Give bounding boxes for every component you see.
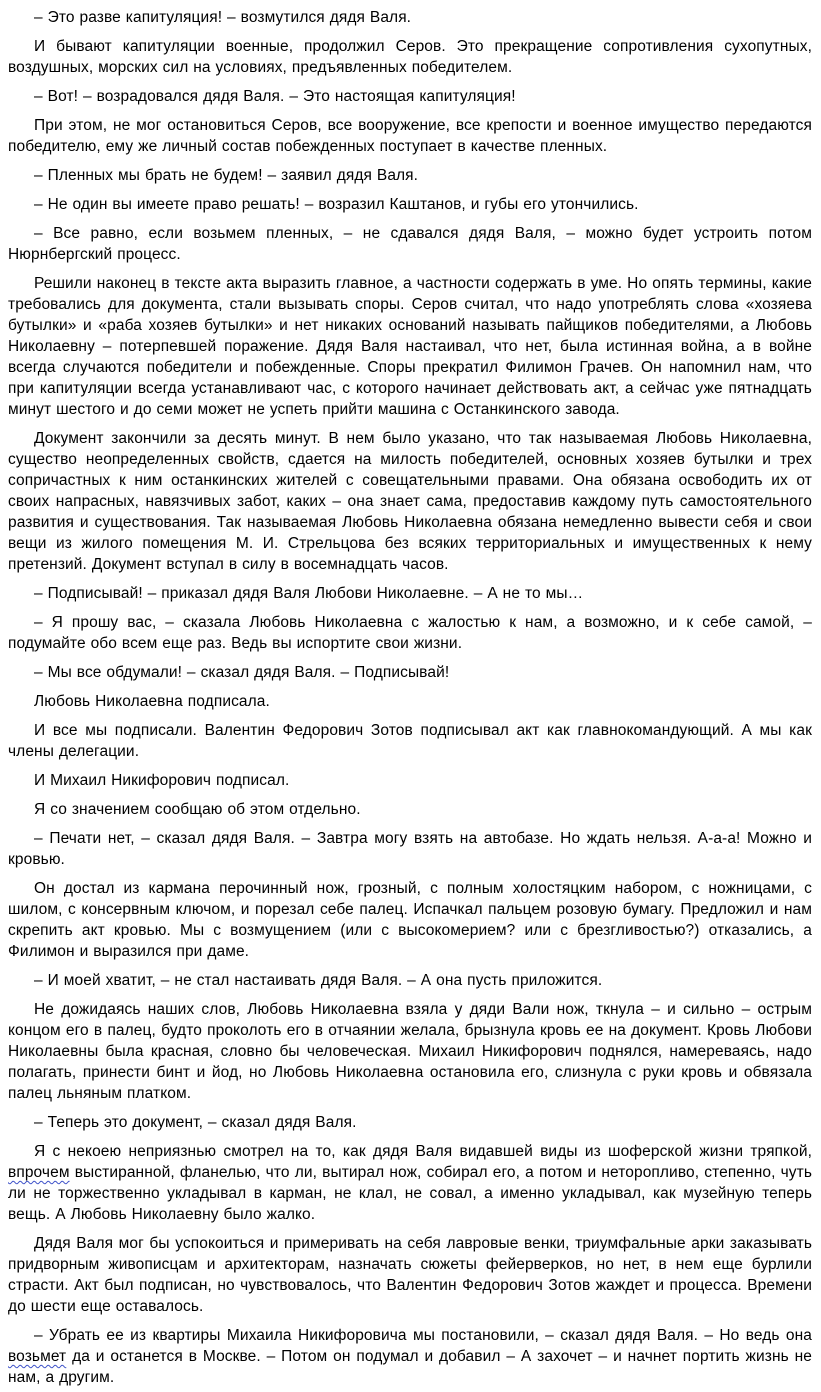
paragraph: – Все равно, если возьмем пленных, – не сдавался дядя Валя, – можно будет устроить потом Нюрнбергский процесс.: [8, 225, 812, 263]
misspelled-word: впрочем: [8, 1164, 70, 1181]
paragraph: Решили наконец в тексте акта выразить главное, а частности содержать в уме. Но опять термины, какие требовались для документа, стали вызывать споры. Серов считал, что надо употреблять слова «хозяева бутылки» и «раба хозяев бутылки» и нет никаких оснований называть пайщиков победителями, а Любовь Николаевну – потерпевшей поражение. Дядя Валя настаивал, что нет, была истинная война, а в войне всегда случаются победители и побежденные. Споры прекратил Филимон Грачев. Он напомнил нам, что при капитуляции всегда устанавливают час, с которого начинает действовать акт, а сейчас уже пятнадцать минут шестого и до семи может не успеть прийти машина с Останкинского завода.: [8, 275, 812, 418]
paragraph: И бывают капитуляции военные, продолжил Серов. Это прекращение сопротивления сухопутных, воздушных, морских сил на условиях, предъявленных победителем.: [8, 38, 812, 76]
paragraph-text: выстиранной, фланелью, что ли, вытирал нож, собирал его, а потом и неторопливо, степенно, чуть ли не торжественно укладывал в карман, не клал, не совал, а именно укладывал, как музейную теперь вещь. А Любовь Николаевну было жалко.: [8, 1164, 812, 1223]
paragraph: – Вот! – возрадовался дядя Валя. – Это настоящая капитуляция!: [34, 88, 516, 105]
paragraph: – Теперь это документ, – сказал дядя Валя.: [34, 1114, 357, 1131]
paragraph-text: – Убрать ее из квартиры Михаила Никифоровича мы постановили, – сказал дядя Валя. – Но ведь она: [34, 1327, 812, 1344]
paragraph: Дядя Валя мог бы успокоиться и примеривать на себя лавровые венки, триумфальные арки заказывать придворным живописцам и архитекторам, назначать сюжеты фейерверков, но нет, в нем еще бурлили страсти. Акт был подписан, но чувствовалось, что Валентин Федорович Зотов жаждет и процесса. Времени до шести еще оставалось.: [8, 1235, 812, 1315]
paragraph: [8, 1325, 812, 1388]
paragraph: При этом, не мог остановиться Серов, все вооружение, все крепости и военное имущество передаются победителю, ему же личный состав побежденных поступает в качестве пленных.: [8, 117, 812, 155]
misspelled-word: возьмет: [8, 1348, 67, 1365]
paragraph: – И моей хватит, – не стал настаивать дядя Валя. – А она пусть приложится.: [34, 972, 603, 989]
paragraph: Любовь Николаевна подписала.: [34, 693, 270, 710]
paragraph: – Печати нет, – сказал дядя Валя. – Завтра могу взять на автобазе. Но ждать нельзя. А-а-а! Можно и кровью.: [8, 830, 812, 868]
paragraph: – Мы все обдумали! – сказал дядя Валя. – Подписывай!: [34, 664, 450, 681]
paragraph: – Это разве капитуляция! – возмутился дядя Валя.: [34, 9, 412, 26]
paragraph-text: да и останется в Москве. – Потом он подумал и добавил – А захочет – и начнет портить жизнь не нам, а другим.: [8, 1348, 812, 1386]
paragraph: Я со значением сообщаю об этом отдельно.: [34, 801, 361, 818]
paragraph: – Подписывай! – приказал дядя Валя Любови Николаевне. – А не то мы…: [34, 585, 584, 602]
paragraph: Он достал из кармана перочинный нож, грозный, с полным холостяцким набором, с ножницами, с шилом, с консервным ключом, и порезал себе палец. Испачкал пальцем розовую бумагу. Предложил и нам скрепить акт кровью. Мы с возмущением (или с высокомерием? или с брезгливостью?) отказались, а Филимон и выразился при даме.: [8, 880, 812, 960]
paragraph: Документ закончили за десять минут. В нем было указано, что так называемая Любовь Николаевна, существо неопределенных свойств, сдается на милость победителей, основных хозяев бутылки и трех сопричастных к ним останкинских жителей с совещательными правами. Она обязана освободить их от своих напрасных, навязчивых забот, каких – она знает сама, предоставив каждому путь самостоятельного развития и существования. Так называемая Любовь Николаевна обязана немедленно вывести себя и свои вещи из жилого помещения М. И. Стрельцова без всяких территориальных и имущественных к нему претензий. Документ вступал в силу в восемнадцать часов.: [8, 430, 812, 573]
paragraph: И Михаил Никифорович подписал.: [34, 772, 290, 789]
paragraph: – Пленных мы брать не будем! – заявил дядя Валя.: [34, 167, 419, 184]
paragraph-text: Я с некоею неприязнью смотрел на то, как дядя Валя видавшей виды из шоферской жизни тряпкой,: [34, 1143, 812, 1160]
paragraph: – Я прошу вас, – сказала Любовь Николаевна с жалостью к нам, а возможно, и к себе самой, – подумайте обо всем еще раз. Ведь вы испортите свои жизни.: [8, 614, 812, 652]
paragraph: Не дожидаясь наших слов, Любовь Николаевна взяла у дяди Вали нож, ткнула – и сильно – острым концом его в палец, будто проколоть его в отчаянии желала, брызнула кровь ее на документ. Кровь Любови Николаевны была красная, словно бы человеческая. Михаил Никифорович поднялся, намереваясь, надо полагать, принести бинт и йод, но Любовь Николаевна остановила его, слизнула с руки кровь и обвязала палец льняным платком.: [8, 1001, 812, 1102]
paragraph: [8, 1141, 812, 1225]
paragraph: И все мы подписали. Валентин Федорович Зотов подписывал акт как главнокомандующий. А мы как члены делегации.: [8, 722, 812, 760]
paragraph: – Не один вы имеете право решать! – возразил Каштанов, и губы его утончились.: [34, 196, 639, 213]
